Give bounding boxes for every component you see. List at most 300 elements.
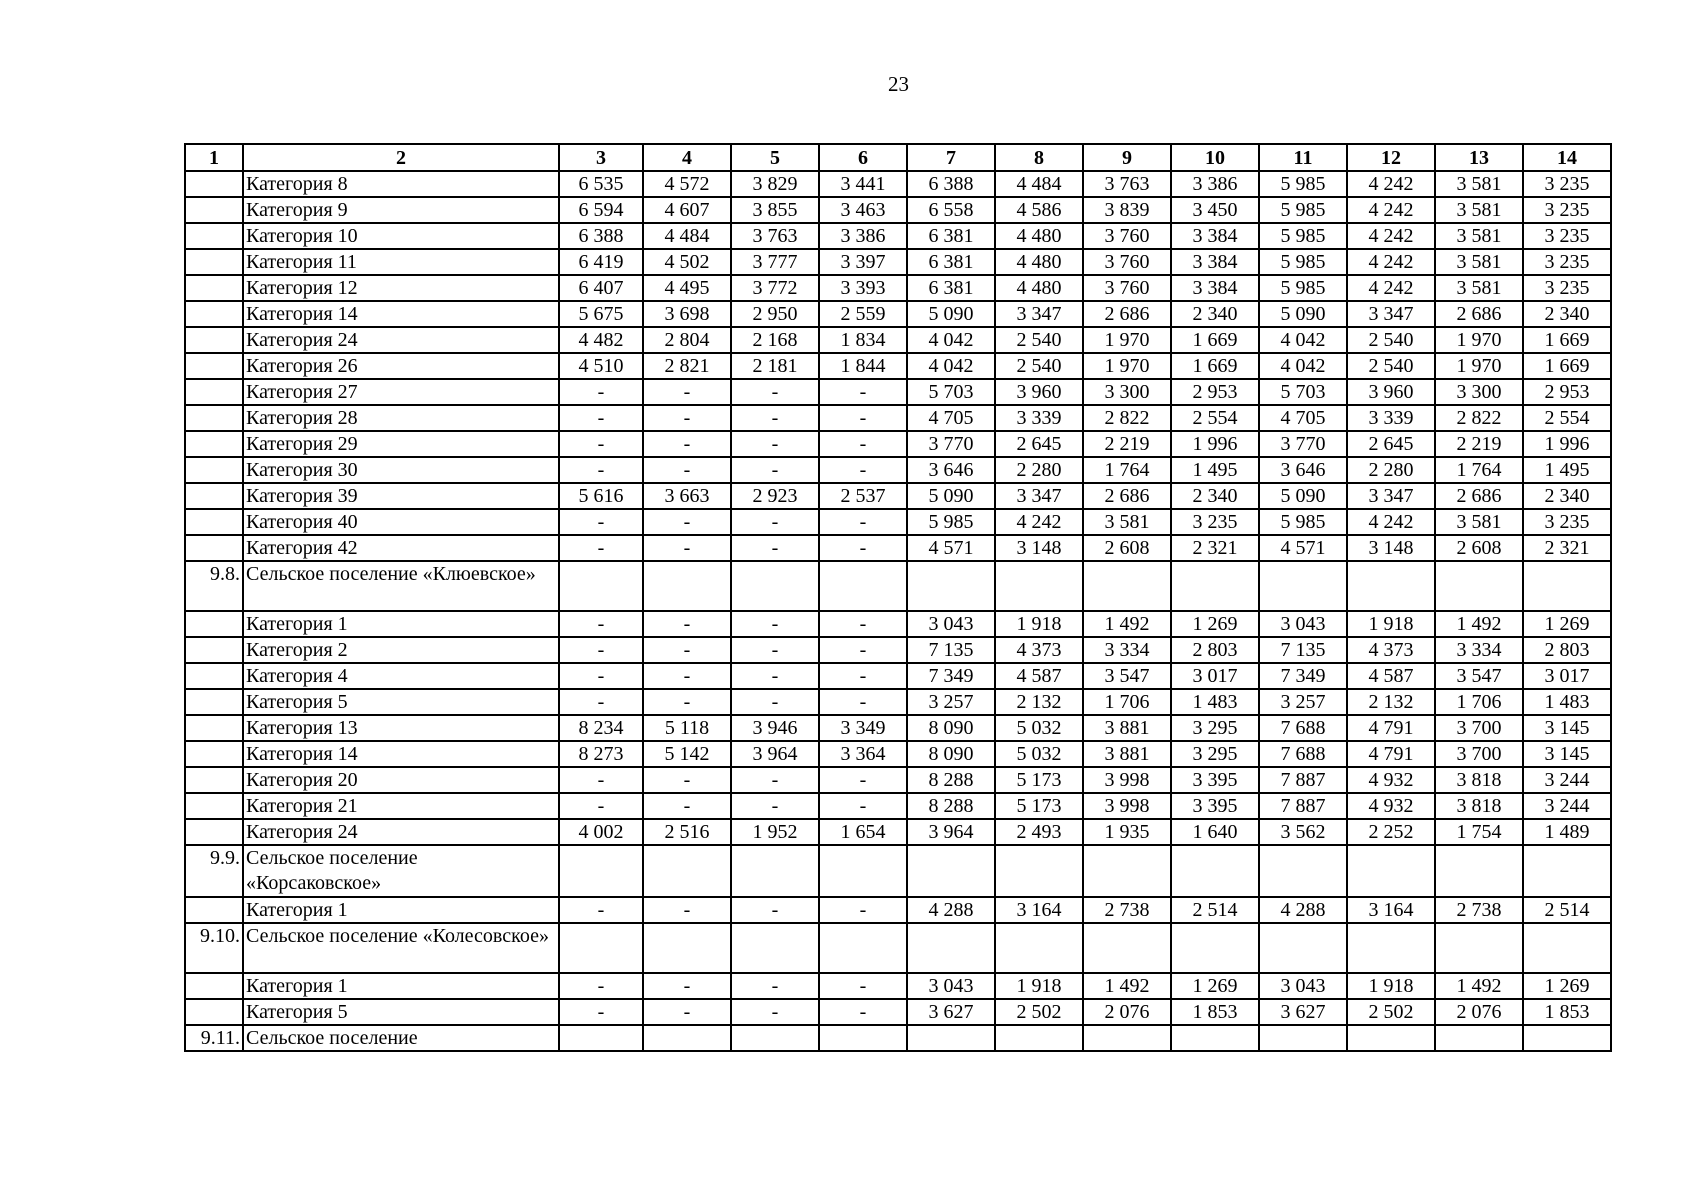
row-number (185, 715, 243, 741)
table-cell: 3 300 (1435, 379, 1523, 405)
table-row (185, 767, 1611, 793)
table-row (185, 689, 1611, 715)
table-row (185, 405, 1611, 431)
table-cell (1523, 845, 1611, 897)
table-cell: 2 559 (819, 301, 907, 327)
table-cell: 4 042 (1259, 327, 1347, 353)
table-row (185, 1025, 1611, 1051)
table-cell: 4 587 (1347, 663, 1435, 689)
table-row (185, 275, 1611, 301)
table-cell: 1 970 (1435, 353, 1523, 379)
column-header: 10 (1171, 144, 1259, 171)
table-cell: 2 280 (995, 457, 1083, 483)
table-cell: 4 480 (995, 223, 1083, 249)
table-cell: - (643, 431, 731, 457)
table-cell: 8 288 (907, 767, 995, 793)
table-cell: 2 321 (1523, 535, 1611, 561)
table-cell: 1 996 (1523, 431, 1611, 457)
table-row (185, 457, 1611, 483)
table-cell (1435, 1025, 1523, 1051)
table-cell: 3 646 (907, 457, 995, 483)
table-cell: 4 042 (907, 353, 995, 379)
table-cell: - (819, 457, 907, 483)
table-cell: 3 235 (1523, 509, 1611, 535)
table-cell (731, 845, 819, 897)
table-cell: - (643, 379, 731, 405)
table-cell: 2 132 (995, 689, 1083, 715)
table-cell (1523, 1025, 1611, 1051)
table-cell: 8 234 (559, 715, 643, 741)
table-cell: 3 334 (1083, 637, 1171, 663)
table-cell: - (559, 689, 643, 715)
table-cell: 4 932 (1347, 793, 1435, 819)
table-cell: 2 953 (1523, 379, 1611, 405)
table-cell: 4 042 (907, 327, 995, 353)
table-cell: - (559, 793, 643, 819)
row-name: Категория 10 (243, 223, 559, 249)
table-cell (995, 845, 1083, 897)
table-cell: 5 173 (995, 793, 1083, 819)
table-cell: 3 960 (1347, 379, 1435, 405)
row-number (185, 483, 243, 509)
table-cell: 1 640 (1171, 819, 1259, 845)
table-cell: 4 484 (643, 223, 731, 249)
table-cell: 4 502 (643, 249, 731, 275)
row-number (185, 353, 243, 379)
table-cell: - (819, 611, 907, 637)
table-cell: 2 686 (1083, 483, 1171, 509)
table-row (185, 999, 1611, 1025)
table-cell: - (559, 663, 643, 689)
table-cell: 3 818 (1435, 793, 1523, 819)
table-cell: - (819, 767, 907, 793)
table-cell: - (643, 535, 731, 561)
table-cell: 3 386 (1171, 171, 1259, 197)
table-row (185, 249, 1611, 275)
table-cell (1083, 923, 1171, 973)
table-cell: - (819, 689, 907, 715)
table-cell: 1 706 (1435, 689, 1523, 715)
table-cell: 2 822 (1435, 405, 1523, 431)
column-header: 7 (907, 144, 995, 171)
table-cell: 1 483 (1171, 689, 1259, 715)
table-cell: 5 118 (643, 715, 731, 741)
table-cell: 1 970 (1083, 327, 1171, 353)
table-cell: 2 645 (1347, 431, 1435, 457)
table-cell: - (819, 663, 907, 689)
table-cell: 2 516 (643, 819, 731, 845)
table-cell: 3 300 (1083, 379, 1171, 405)
table-cell: 3 235 (1523, 275, 1611, 301)
table-cell: - (559, 637, 643, 663)
table-cell: 3 043 (907, 973, 995, 999)
tariff-table (184, 143, 1612, 1052)
column-header: 12 (1347, 144, 1435, 171)
row-number: 9.10. (185, 923, 243, 973)
table-cell: - (559, 535, 643, 561)
table-row (185, 741, 1611, 767)
row-name: Категория 30 (243, 457, 559, 483)
column-header: 8 (995, 144, 1083, 171)
table-cell: - (819, 973, 907, 999)
table-cell: 3 839 (1083, 197, 1171, 223)
table-cell: 4 373 (1347, 637, 1435, 663)
table-cell: 3 760 (1083, 223, 1171, 249)
table-cell: 5 142 (643, 741, 731, 767)
row-number (185, 999, 243, 1025)
table-cell: 6 381 (907, 223, 995, 249)
table-cell: - (559, 509, 643, 535)
table-row (185, 197, 1611, 223)
table-cell: 4 373 (995, 637, 1083, 663)
table-cell: 1 764 (1083, 457, 1171, 483)
table-cell: 2 540 (995, 327, 1083, 353)
table-cell: 1 918 (995, 973, 1083, 999)
table-cell: - (643, 897, 731, 923)
table-row (185, 509, 1611, 535)
table-row (185, 663, 1611, 689)
table-cell (1083, 561, 1171, 611)
table-cell: 3 017 (1523, 663, 1611, 689)
table-cell: 3 441 (819, 171, 907, 197)
row-number: 9.8. (185, 561, 243, 611)
row-number (185, 973, 243, 999)
table-cell: 1 483 (1523, 689, 1611, 715)
table-cell (643, 845, 731, 897)
column-header: 5 (731, 144, 819, 171)
table-cell: 6 407 (559, 275, 643, 301)
table-cell: 3 698 (643, 301, 731, 327)
table-header-row (185, 144, 1611, 171)
row-name: Категория 42 (243, 535, 559, 561)
table-cell: 3 964 (731, 741, 819, 767)
table-cell: 2 321 (1171, 535, 1259, 561)
column-header: 3 (559, 144, 643, 171)
table-cell: 5 703 (907, 379, 995, 405)
table-cell (995, 1025, 1083, 1051)
table-cell: 4 586 (995, 197, 1083, 223)
table-cell: 5 985 (1259, 171, 1347, 197)
table-cell (643, 561, 731, 611)
table-cell: 4 484 (995, 171, 1083, 197)
table-cell: 5 985 (907, 509, 995, 535)
row-name: Категория 27 (243, 379, 559, 405)
table-cell: 2 686 (1435, 483, 1523, 509)
table-cell: 5 985 (1259, 509, 1347, 535)
table-cell: 3 043 (1259, 611, 1347, 637)
row-number (185, 767, 243, 793)
table-cell: 3 581 (1435, 509, 1523, 535)
table-cell (907, 1025, 995, 1051)
table-cell: 2 953 (1171, 379, 1259, 405)
table-cell: 3 547 (1435, 663, 1523, 689)
table-cell (819, 845, 907, 897)
table-cell: 4 288 (907, 897, 995, 923)
table-cell: 1 492 (1083, 973, 1171, 999)
section-row (185, 923, 1611, 973)
table-cell: 1 970 (1083, 353, 1171, 379)
column-header: 14 (1523, 144, 1611, 171)
row-name: Категория 14 (243, 301, 559, 327)
table-cell: 2 340 (1523, 301, 1611, 327)
table-cell: - (559, 897, 643, 923)
table-cell: 3 148 (995, 535, 1083, 561)
table-cell (1259, 1025, 1347, 1051)
table-cell: - (731, 999, 819, 1025)
row-name: Категория 40 (243, 509, 559, 535)
table-cell (559, 1025, 643, 1051)
table-cell: 2 540 (1347, 327, 1435, 353)
table-cell: 2 608 (1435, 535, 1523, 561)
table-cell: 4 495 (643, 275, 731, 301)
table-row (185, 171, 1611, 197)
table-cell: 4 705 (1259, 405, 1347, 431)
row-number (185, 249, 243, 275)
table-cell: - (819, 509, 907, 535)
table-row (185, 353, 1611, 379)
table-cell: 3 627 (1259, 999, 1347, 1025)
table-row (185, 301, 1611, 327)
table-cell: 3 235 (1523, 223, 1611, 249)
row-number (185, 793, 243, 819)
table-cell: 4 572 (643, 171, 731, 197)
table-cell: 5 090 (1259, 301, 1347, 327)
table-cell: 3 145 (1523, 715, 1611, 741)
table-cell: 3 770 (907, 431, 995, 457)
row-name: Категория 26 (243, 353, 559, 379)
table-cell: 4 242 (1347, 509, 1435, 535)
table-cell: 4 587 (995, 663, 1083, 689)
table-cell: 3 017 (1171, 663, 1259, 689)
table-cell: - (643, 793, 731, 819)
table-cell: 1 970 (1435, 327, 1523, 353)
table-row (185, 819, 1611, 845)
table-cell: 8 090 (907, 715, 995, 741)
table-cell: - (819, 405, 907, 431)
table-cell: 3 347 (1347, 301, 1435, 327)
table-cell: 6 419 (559, 249, 643, 275)
table-cell: 2 738 (1435, 897, 1523, 923)
table-cell: 4 482 (559, 327, 643, 353)
table-cell: 3 581 (1435, 249, 1523, 275)
table-cell (1259, 923, 1347, 973)
table-row (185, 327, 1611, 353)
page-number: 23 (888, 72, 909, 96)
table-cell (559, 845, 643, 897)
table-cell (819, 923, 907, 973)
table-cell: 1 492 (1435, 973, 1523, 999)
table-cell: 3 257 (1259, 689, 1347, 715)
table-cell: - (731, 663, 819, 689)
row-name: Сельское поселение «Колесовское» (243, 923, 559, 973)
table-row (185, 715, 1611, 741)
table-cell: 4 705 (907, 405, 995, 431)
table-cell: 3 244 (1523, 793, 1611, 819)
row-name: Категория 39 (243, 483, 559, 509)
table-cell (1347, 561, 1435, 611)
row-number (185, 741, 243, 767)
table-cell: - (643, 611, 731, 637)
table-cell: - (643, 663, 731, 689)
table-cell: - (819, 897, 907, 923)
table-cell: 6 535 (559, 171, 643, 197)
table-cell: 7 887 (1259, 767, 1347, 793)
table-cell: - (559, 611, 643, 637)
table-cell: 1 918 (1347, 973, 1435, 999)
table-cell: 3 777 (731, 249, 819, 275)
table-cell (1347, 1025, 1435, 1051)
row-number (185, 405, 243, 431)
row-name: Категория 1 (243, 611, 559, 637)
table-cell (1435, 923, 1523, 973)
row-number (185, 509, 243, 535)
table-cell: 3 581 (1435, 275, 1523, 301)
table-cell: - (819, 793, 907, 819)
table-cell: 4 480 (995, 249, 1083, 275)
table-cell: 2 554 (1171, 405, 1259, 431)
table-cell: 1 853 (1523, 999, 1611, 1025)
section-row (185, 561, 1611, 611)
table-cell: 3 393 (819, 275, 907, 301)
table-cell: 3 397 (819, 249, 907, 275)
table-cell (907, 923, 995, 973)
table-cell: - (643, 457, 731, 483)
table-cell: - (731, 509, 819, 535)
row-number (185, 535, 243, 561)
table-cell: 5 675 (559, 301, 643, 327)
table-cell: 3 164 (1347, 897, 1435, 923)
table-cell: 3 772 (731, 275, 819, 301)
table-cell: 4 791 (1347, 715, 1435, 741)
row-number (185, 379, 243, 405)
table-cell: 3 145 (1523, 741, 1611, 767)
table-cell: 2 950 (731, 301, 819, 327)
table-cell: 5 703 (1259, 379, 1347, 405)
table-cell: 5 985 (1259, 197, 1347, 223)
table-row (185, 223, 1611, 249)
table-cell (1171, 845, 1259, 897)
table-cell (731, 561, 819, 611)
table-cell: 7 349 (1259, 663, 1347, 689)
table-cell: 2 540 (995, 353, 1083, 379)
table-cell: 2 686 (1083, 301, 1171, 327)
table-cell (1347, 923, 1435, 973)
table-cell: 8 288 (907, 793, 995, 819)
table-cell: 2 803 (1523, 637, 1611, 663)
table-cell: - (731, 689, 819, 715)
row-name: Категория 1 (243, 897, 559, 923)
table-cell: 3 384 (1171, 223, 1259, 249)
table-cell: - (819, 637, 907, 663)
table-cell: - (643, 999, 731, 1025)
table-cell (1523, 923, 1611, 973)
column-header: 11 (1259, 144, 1347, 171)
table-cell: - (731, 431, 819, 457)
table-row (185, 483, 1611, 509)
row-name: Категория 11 (243, 249, 559, 275)
table-cell: 3 347 (995, 483, 1083, 509)
table-cell (1171, 561, 1259, 611)
table-cell: - (731, 637, 819, 663)
table-cell: 3 235 (1523, 249, 1611, 275)
column-header: 4 (643, 144, 731, 171)
row-name: Сельское поселение «Корсаковское» (243, 845, 559, 897)
table-cell: 3 235 (1523, 171, 1611, 197)
row-name: Категория 24 (243, 327, 559, 353)
row-name: Категория 20 (243, 767, 559, 793)
row-number: 9.9. (185, 845, 243, 897)
table-cell: 3 829 (731, 171, 819, 197)
table-cell: 3 257 (907, 689, 995, 715)
table-cell: 4 607 (643, 197, 731, 223)
table-cell: 2 219 (1435, 431, 1523, 457)
table-cell: 4 288 (1259, 897, 1347, 923)
table-cell: 4 571 (907, 535, 995, 561)
table-cell: 6 381 (907, 275, 995, 301)
table-cell: - (819, 535, 907, 561)
table-cell: 2 608 (1083, 535, 1171, 561)
table-cell: 7 688 (1259, 715, 1347, 741)
table-cell: 3 235 (1523, 197, 1611, 223)
table-cell: 3 663 (643, 483, 731, 509)
table-cell: 4 242 (1347, 171, 1435, 197)
table-row (185, 431, 1611, 457)
table-cell: 1 269 (1523, 973, 1611, 999)
row-number (185, 637, 243, 663)
table-cell: 1 764 (1435, 457, 1523, 483)
row-name: Категория 28 (243, 405, 559, 431)
table-row (185, 535, 1611, 561)
table-cell: - (731, 535, 819, 561)
table-cell: 4 242 (1347, 275, 1435, 301)
table-cell: 2 502 (995, 999, 1083, 1025)
table-cell: 4 510 (559, 353, 643, 379)
table-cell (643, 923, 731, 973)
table-cell: 3 881 (1083, 715, 1171, 741)
table-cell: 2 219 (1083, 431, 1171, 457)
table-cell: 1 918 (1347, 611, 1435, 637)
table-cell: 1 935 (1083, 819, 1171, 845)
table-cell: 4 242 (1347, 249, 1435, 275)
table-cell (643, 1025, 731, 1051)
table-cell (995, 923, 1083, 973)
table-cell: 4 002 (559, 819, 643, 845)
table-cell: 6 388 (907, 171, 995, 197)
row-number (185, 431, 243, 457)
table-cell: 2 340 (1171, 483, 1259, 509)
table-cell: 1 495 (1171, 457, 1259, 483)
row-number (185, 897, 243, 923)
table-cell: - (819, 379, 907, 405)
table-cell: 5 985 (1259, 249, 1347, 275)
row-number (185, 171, 243, 197)
table-cell: 8 273 (559, 741, 643, 767)
table-cell: 2 821 (643, 353, 731, 379)
table-cell (1259, 845, 1347, 897)
table-cell (1347, 845, 1435, 897)
table-cell: 3 349 (819, 715, 907, 741)
table-cell: 4 042 (1259, 353, 1347, 379)
table-cell: 2 076 (1435, 999, 1523, 1025)
table-cell: 2 540 (1347, 353, 1435, 379)
table-cell: 1 269 (1171, 973, 1259, 999)
table-cell: 4 791 (1347, 741, 1435, 767)
table-cell: 3 763 (1083, 171, 1171, 197)
table-cell: 2 076 (1083, 999, 1171, 1025)
table-cell: 3 339 (995, 405, 1083, 431)
table-cell: 4 242 (1347, 223, 1435, 249)
table-row (185, 379, 1611, 405)
